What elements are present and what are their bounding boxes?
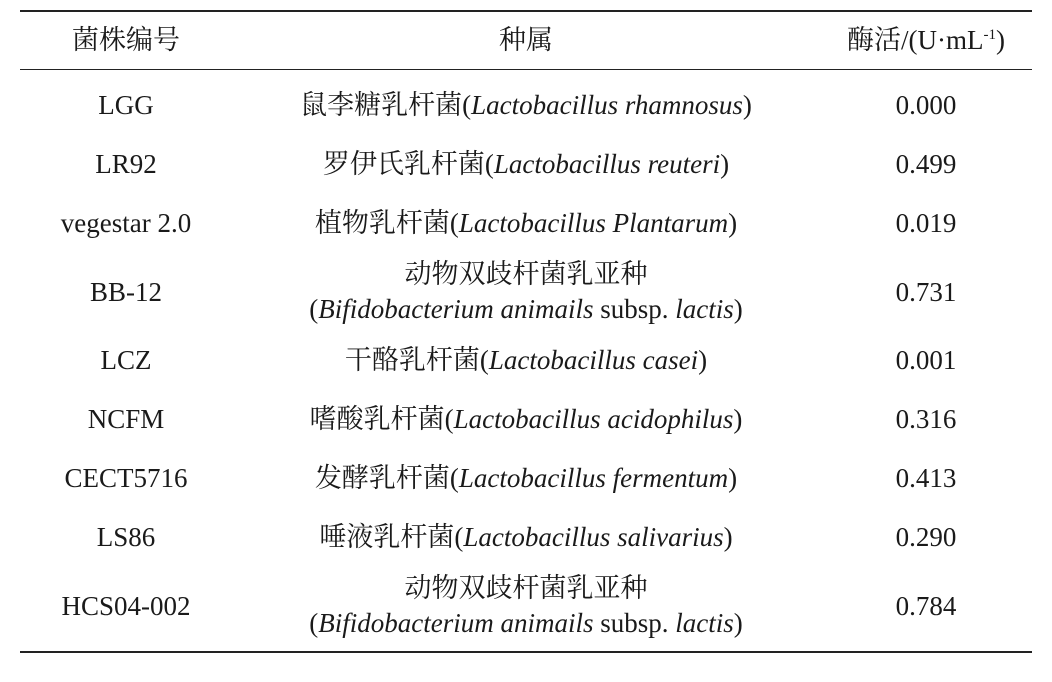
activity-cell: 0.784 — [895, 590, 957, 621]
species-cell: 发酵乳杆菌(Lactobacillus fermentum) — [314, 463, 738, 493]
species-cell: 干酪乳杆菌(Lactobacillus casei) — [344, 345, 708, 375]
species-latin-line: (Bifidobacterium animails subsp. lactis) — [309, 294, 743, 324]
strain-cell: NCFM — [87, 404, 165, 434]
species-cell — [232, 257, 820, 327]
header-activity — [820, 23, 1032, 58]
activity-cell: 0.019 — [895, 208, 957, 238]
activity-cell: 0.001 — [895, 345, 957, 375]
species-cell: 罗伊氏乳杆菌(Lactobacillus reuteri) — [322, 149, 730, 179]
header-activity-close: ) — [995, 25, 1005, 55]
table-row — [20, 508, 1032, 567]
table-row — [20, 331, 1032, 390]
header-row — [20, 12, 1032, 69]
table-row — [20, 449, 1032, 508]
species-cell: 唾液乳杆菌(Lactobacillus salivarius) — [319, 522, 733, 552]
strain-cell: LS86 — [96, 522, 156, 552]
species-cn-line: 动物双歧杆菌乳亚种 — [404, 259, 648, 289]
strain-cell: LCZ — [100, 345, 152, 375]
strain-cell: HCS04-002 — [61, 590, 191, 621]
header-species: 种属 — [499, 25, 553, 55]
activity-cell: 0.413 — [895, 463, 957, 493]
species-cn-line: 动物双歧杆菌乳亚种 — [404, 573, 648, 603]
species-cell: 鼠李糖乳杆菌(Lactobacillus rhamnosus) — [300, 90, 752, 120]
strain-cell: CECT5716 — [64, 463, 188, 493]
activity-cell: 0.499 — [895, 149, 957, 179]
activity-cell: 0.316 — [895, 404, 957, 434]
activity-cell: 0.290 — [895, 522, 957, 552]
strain-cell: vegestar 2.0 — [60, 208, 192, 238]
table-row — [20, 567, 1032, 645]
species-cell: 嗜酸乳杆菌(Lactobacillus acidophilus) — [309, 404, 743, 434]
activity-cell: 0.000 — [895, 90, 957, 120]
header-activity-exponent: -1 — [983, 27, 996, 43]
table-row — [20, 253, 1032, 331]
strain-cell: LGG — [98, 90, 154, 120]
bottom-rule — [20, 651, 1032, 653]
table-row — [20, 194, 1032, 253]
species-cell: 植物乳杆菌(Lactobacillus Plantarum) — [314, 208, 738, 238]
table-row — [20, 76, 1032, 135]
header-strain: 菌株编号 — [72, 25, 180, 55]
strain-cell: LR92 — [95, 149, 157, 179]
strain-cell: BB-12 — [89, 276, 162, 307]
activity-cell: 0.731 — [895, 276, 957, 307]
table-row — [20, 390, 1032, 449]
header-activity-main: 酶活/(U·mL — [847, 25, 984, 55]
enzyme-activity-table — [20, 10, 1032, 653]
table-row — [20, 135, 1032, 194]
species-cell — [232, 571, 820, 641]
species-latin-line: (Bifidobacterium animails subsp. lactis) — [309, 608, 743, 638]
